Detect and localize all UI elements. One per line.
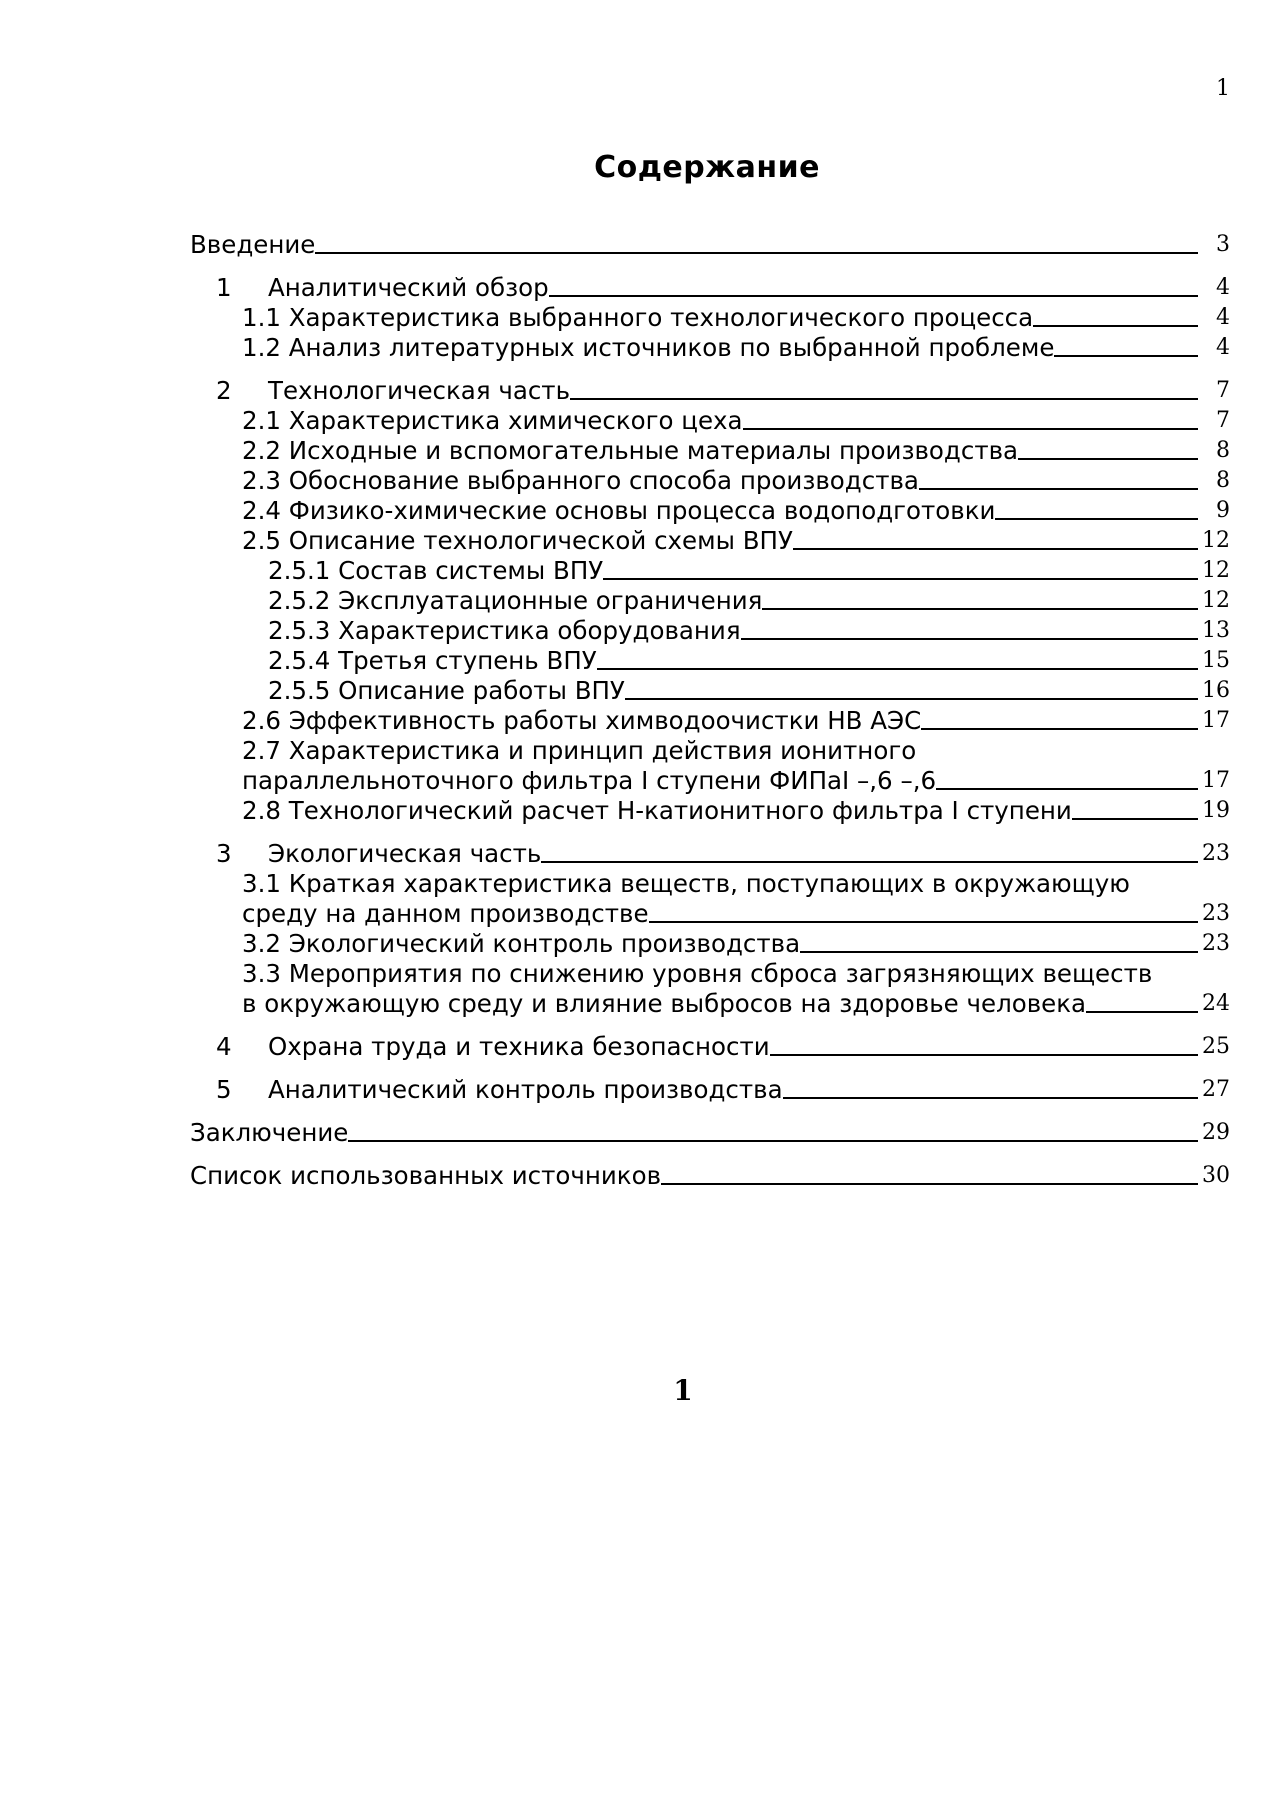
toc-section-number: 1 bbox=[216, 273, 232, 302]
toc-entry-text: 3.2 Экологический контроль производства bbox=[242, 929, 801, 958]
footer-page-number: 1 bbox=[673, 1374, 693, 1407]
toc-entry-text: 2.4 Физико-химические основы процесса водоподготовки bbox=[242, 496, 996, 525]
toc-page-number: 8 bbox=[1216, 468, 1230, 493]
leader-line bbox=[741, 638, 1198, 640]
leader-line bbox=[783, 1097, 1198, 1099]
leader-line bbox=[936, 788, 1198, 790]
toc-entry-2-5-1[interactable] bbox=[190, 556, 1230, 586]
toc-entry-text: Список использованных источников bbox=[190, 1161, 662, 1190]
toc-page-number: 7 bbox=[1216, 408, 1230, 433]
leader-line bbox=[1054, 355, 1198, 357]
toc-entry-1-2[interactable] bbox=[190, 333, 1230, 363]
toc-page-number: 23 bbox=[1202, 931, 1230, 956]
leader-line bbox=[919, 488, 1198, 490]
toc-entry-text: Охрана труда и техника безопасности bbox=[268, 1032, 770, 1061]
toc-entry-2-5-3[interactable] bbox=[190, 616, 1230, 646]
leader-line bbox=[649, 921, 1198, 923]
toc-page-number: 4 bbox=[1216, 335, 1230, 360]
leader-line bbox=[1018, 458, 1198, 460]
toc-entry-text: 2.5.3 Характеристика оборудования bbox=[268, 616, 741, 645]
leader-line bbox=[549, 295, 1198, 297]
toc-entry-3-2[interactable] bbox=[190, 929, 1230, 959]
toc-entry-2-3[interactable] bbox=[190, 466, 1230, 496]
toc-entry-text: 2.7 Характеристика и принцип действия ионитного bbox=[242, 736, 917, 765]
toc-entry-3-1-line-1[interactable] bbox=[190, 869, 1230, 899]
toc-entry-section-3[interactable] bbox=[190, 839, 1230, 869]
leader-line bbox=[348, 1140, 1198, 1142]
toc-page-number: 23 bbox=[1202, 841, 1230, 866]
toc-page-number: 7 bbox=[1216, 378, 1230, 403]
toc-page-number: 4 bbox=[1216, 305, 1230, 330]
toc-page-number: 12 bbox=[1202, 558, 1230, 583]
leader-line bbox=[570, 398, 1198, 400]
toc-page-number: 19 bbox=[1202, 798, 1230, 823]
toc-entry-2-5-5[interactable] bbox=[190, 676, 1230, 706]
toc-entry-text: Аналитический обзор bbox=[268, 273, 549, 302]
toc-entry-intro[interactable] bbox=[190, 230, 1230, 260]
leader-line bbox=[661, 1183, 1198, 1185]
toc-entry-section-1[interactable] bbox=[190, 273, 1230, 303]
leader-line bbox=[603, 578, 1198, 580]
leader-line bbox=[800, 951, 1198, 953]
toc-section-number: 5 bbox=[216, 1075, 232, 1104]
toc-entry-text: 2.5.4 Третья ступень ВПУ bbox=[268, 646, 597, 675]
toc-entry-text: 1.2 Анализ литературных источников по выбранной проблеме bbox=[242, 333, 1055, 362]
toc-entry-2-5-4[interactable] bbox=[190, 646, 1230, 676]
toc-entry-text: 2.8 Технологический расчет Н-катионитного фильтра I ступени bbox=[242, 796, 1072, 825]
table-of-contents bbox=[190, 230, 1230, 1191]
leader-line bbox=[770, 1054, 1198, 1056]
leader-line bbox=[1072, 818, 1198, 820]
toc-entry-text: 2.5.5 Описание работы ВПУ bbox=[268, 676, 625, 705]
toc-entry-2-8[interactable] bbox=[190, 796, 1230, 826]
toc-entry-text: 2.5 Описание технологической схемы ВПУ bbox=[242, 526, 793, 555]
leader-line bbox=[625, 698, 1198, 700]
toc-page-number: 12 bbox=[1202, 588, 1230, 613]
toc-entry-text: 2.2 Исходные и вспомогательные материалы производства bbox=[242, 436, 1019, 465]
toc-entry-sources[interactable] bbox=[190, 1161, 1230, 1191]
toc-entry-2-1[interactable] bbox=[190, 406, 1230, 436]
toc-page-number: 17 bbox=[1202, 768, 1230, 793]
header-page-number: 1 bbox=[1216, 76, 1230, 101]
leader-line bbox=[921, 728, 1198, 730]
toc-entry-2-5-2[interactable] bbox=[190, 586, 1230, 616]
toc-page-number: 30 bbox=[1202, 1163, 1230, 1188]
toc-page-number: 8 bbox=[1216, 438, 1230, 463]
toc-entry-text: в окружающую среду и влияние выбросов на здоровье человека bbox=[242, 989, 1087, 1018]
toc-page-number: 15 bbox=[1202, 648, 1230, 673]
toc-entry-text: Экологическая часть bbox=[268, 839, 542, 868]
toc-page-number: 27 bbox=[1202, 1077, 1230, 1102]
toc-entry-text: 2.5.2 Эксплуатационные ограничения bbox=[268, 586, 763, 615]
leader-line bbox=[793, 548, 1198, 550]
toc-entry-text: Заключение bbox=[190, 1118, 349, 1147]
leader-line bbox=[743, 428, 1198, 430]
toc-entry-2-2[interactable] bbox=[190, 436, 1230, 466]
toc-entry-2-6[interactable] bbox=[190, 706, 1230, 736]
toc-page-number: 3 bbox=[1216, 232, 1230, 257]
toc-page-number: 16 bbox=[1202, 678, 1230, 703]
leader-line bbox=[541, 861, 1198, 863]
toc-entry-2-7-line-1[interactable] bbox=[190, 736, 1230, 766]
leader-line bbox=[597, 668, 1198, 670]
toc-entry-text: 2.1 Характеристика химического цеха bbox=[242, 406, 743, 435]
leader-line bbox=[1033, 325, 1198, 327]
toc-entry-1-1[interactable] bbox=[190, 303, 1230, 333]
toc-entry-text: Введение bbox=[190, 230, 316, 259]
leader-line bbox=[1086, 1011, 1198, 1013]
leader-line bbox=[762, 608, 1198, 610]
toc-entry-3-3-line-2[interactable] bbox=[190, 989, 1230, 1019]
toc-page-number: 12 bbox=[1202, 528, 1230, 553]
toc-entry-text: 1.1 Характеристика выбранного технологического процесса bbox=[242, 303, 1034, 332]
toc-entry-text: среду на данном производстве bbox=[242, 899, 649, 928]
toc-entry-3-3-line-1[interactable] bbox=[190, 959, 1230, 989]
leader-line bbox=[315, 252, 1198, 254]
toc-entry-text: Технологическая часть bbox=[268, 376, 571, 405]
toc-entry-section-4[interactable] bbox=[190, 1032, 1230, 1062]
toc-entry-2-7-line-2[interactable] bbox=[190, 766, 1230, 796]
toc-section-number: 4 bbox=[216, 1032, 232, 1061]
toc-page-number: 13 bbox=[1202, 618, 1230, 643]
toc-entry-section-5[interactable] bbox=[190, 1075, 1230, 1105]
toc-entry-text: Аналитический контроль производства bbox=[268, 1075, 783, 1104]
toc-section-number: 3 bbox=[216, 839, 232, 868]
toc-section-number: 2 bbox=[216, 376, 232, 405]
toc-entry-text: 2.3 Обоснование выбранного способа производства bbox=[242, 466, 919, 495]
toc-entry-conclusion[interactable] bbox=[190, 1118, 1230, 1148]
toc-page-number: 29 bbox=[1202, 1120, 1230, 1145]
toc-page-number: 25 bbox=[1202, 1034, 1230, 1059]
toc-page-number: 24 bbox=[1202, 991, 1230, 1016]
toc-page-number: 23 bbox=[1202, 901, 1230, 926]
toc-entry-text: 2.5.1 Состав системы ВПУ bbox=[268, 556, 604, 585]
toc-page-number: 9 bbox=[1216, 498, 1230, 523]
toc-entry-text: параллельноточного фильтра I ступени ФИПаI –,6 –,6 bbox=[242, 766, 937, 795]
toc-entry-text: 3.1 Краткая характеристика веществ, поступающих в окружающую bbox=[242, 869, 1130, 898]
toc-entry-section-2[interactable] bbox=[190, 376, 1230, 406]
toc-page-number: 17 bbox=[1202, 708, 1230, 733]
toc-entry-text: 3.3 Мероприятия по снижению уровня сброса загрязняющих веществ bbox=[242, 959, 1153, 988]
toc-entry-2-5[interactable] bbox=[190, 526, 1230, 556]
toc-entry-2-4[interactable] bbox=[190, 496, 1230, 526]
page-title: Содержание bbox=[594, 150, 820, 185]
leader-line bbox=[995, 518, 1198, 520]
toc-page-number: 4 bbox=[1216, 275, 1230, 300]
toc-entry-3-1-line-2[interactable] bbox=[190, 899, 1230, 929]
toc-entry-text: 2.6 Эффективность работы химводоочистки НВ АЭС bbox=[242, 706, 922, 735]
